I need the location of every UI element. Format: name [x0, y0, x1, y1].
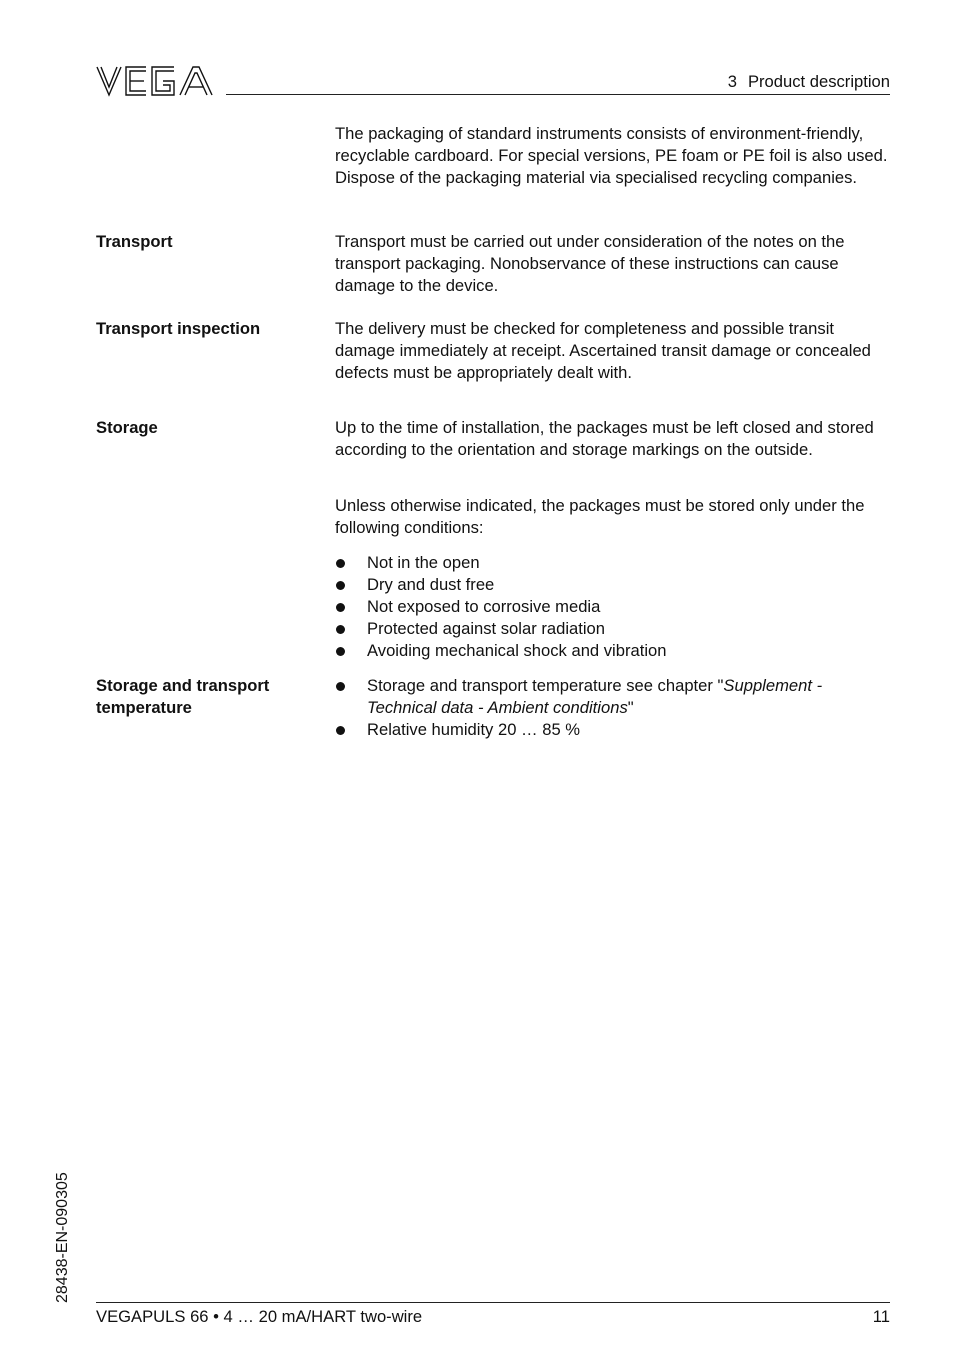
storage-conditions-list	[335, 552, 891, 662]
storage-text-2: Unless otherwise indicated, the packages must be stored only under the following conditions:	[335, 496, 865, 537]
storage-conditions	[335, 552, 891, 662]
chapter-reference: Supplement - Technical data - Ambient conditions	[367, 676, 823, 717]
bullet-icon	[336, 726, 345, 735]
bullet-icon	[336, 647, 345, 656]
bullet-icon	[336, 559, 345, 568]
transport-inspection-label: Transport inspection	[96, 319, 261, 338]
humidity-text: Relative humidity 20 … 85 %	[367, 720, 581, 739]
storage-label: Storage	[96, 418, 158, 437]
footer-product: VEGAPULS 66 • 4 … 20 mA/HART two-wire	[96, 1307, 423, 1326]
packaging-text: The packaging of standard instruments consists of environment-friendly, recyclable cardboard. For special versions, PE foam or PE foil is also used. Dispose of the packaging material via specialised recycling companies.	[335, 124, 888, 187]
storage-temperature-list	[335, 675, 891, 741]
list-item: Storage and transport temperature see chapter "Supplement - Technical data - Ambient conditions"	[335, 675, 891, 719]
section-heading	[728, 71, 890, 93]
list-item: Dry and dust free	[335, 574, 891, 596]
storage-text-1: Up to the time of installation, the packages must be left closed and stored according to the orientation and storage markings on the outside.	[335, 418, 874, 459]
section-title: Product description	[747, 72, 890, 91]
bullet-icon	[336, 581, 345, 590]
vega-logo	[96, 64, 214, 98]
transport-block	[335, 231, 891, 297]
list-item: Avoiding mechanical shock and vibration	[335, 640, 891, 662]
storage-temperature-label: Storage and transport temperature	[96, 676, 270, 717]
footer-rule	[96, 1302, 890, 1303]
bullet-icon	[336, 603, 345, 612]
storage-temperature-block	[335, 675, 891, 741]
section-number: 3	[727, 72, 737, 91]
temperature-text: Storage and transport temperature see chapter "	[367, 676, 724, 695]
header-rule	[226, 94, 890, 95]
transport-inspection-block	[335, 318, 891, 384]
list-item: Not in the open	[335, 552, 891, 574]
list-item: Not exposed to corrosive media	[335, 596, 891, 618]
packaging-block	[335, 123, 891, 189]
document-id: 28438-EN-090305	[54, 1172, 71, 1303]
page-number: 11	[872, 1307, 890, 1326]
bullet-icon	[336, 682, 345, 691]
bullet-icon	[336, 625, 345, 634]
transport-label: Transport	[96, 232, 173, 251]
list-item: Protected against solar radiation	[335, 618, 891, 640]
transport-inspection-text: The delivery must be checked for completeness and possible transit damage immediately at receipt. Ascertained transit damage or concealed defects must be appropriately dealt with.	[335, 319, 871, 382]
storage-block	[335, 417, 891, 461]
list-item	[335, 719, 891, 741]
storage-block-2	[335, 495, 891, 539]
transport-text: Transport must be carried out under consideration of the notes on the transport packaging. Nonobservance of these instructions can cause damage to the device.	[335, 232, 845, 295]
